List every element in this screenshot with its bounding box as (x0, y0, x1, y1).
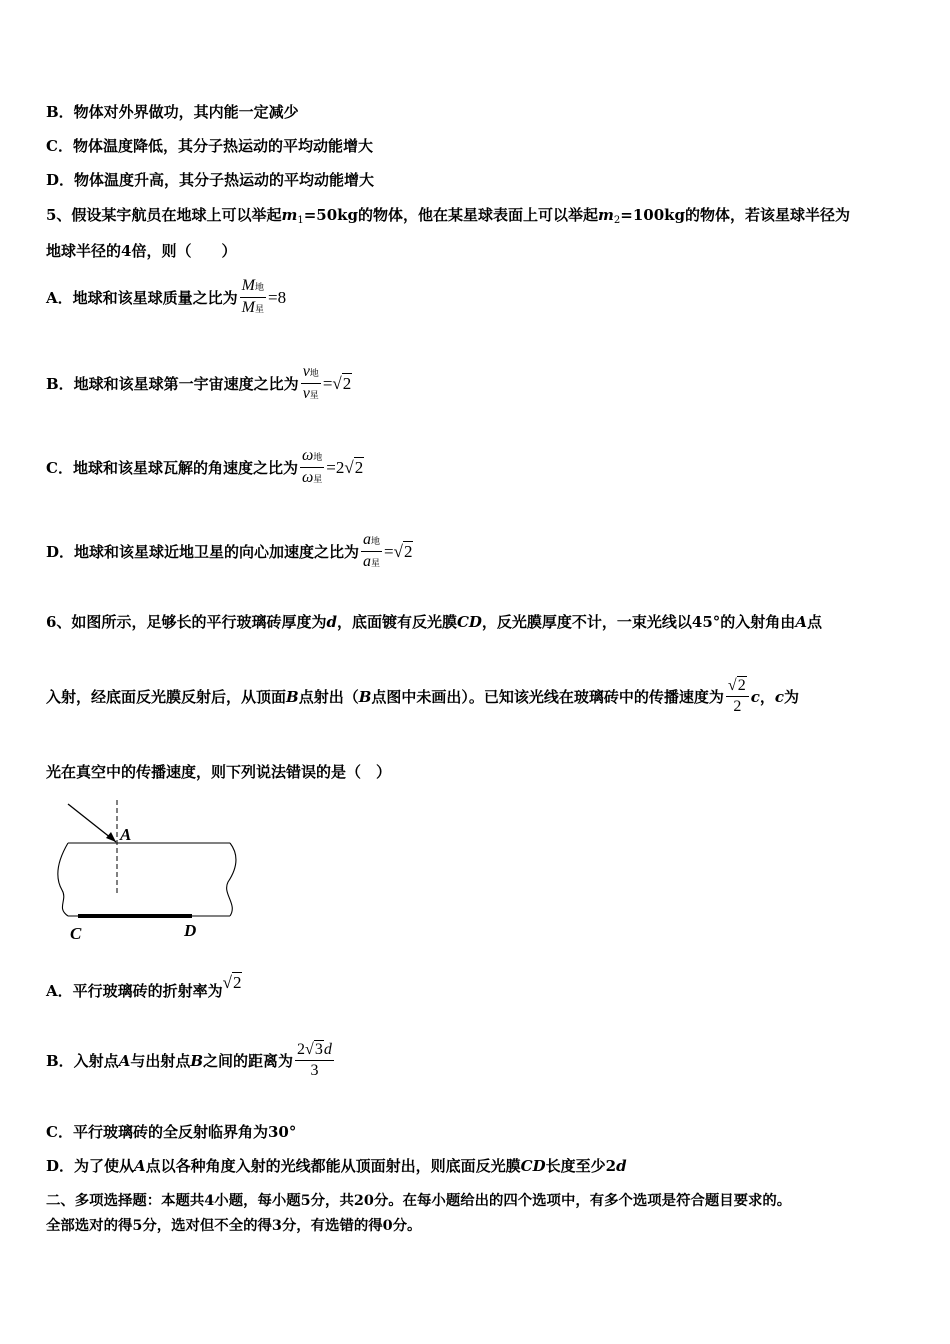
q6-option-b: B．入射点 A 与出射点 B 之间的距离为 $\frac{2√3d}{3}$ (46, 1041, 332, 1079)
section2-instructions-line1: 二、多项选择题：本题共4小题，每小题5分，共20分。在每小题给出的四个选项中，有多个选项是符合题目要求的。 (46, 1192, 792, 1209)
ray-arrowhead (106, 832, 116, 842)
q5-option-b: B．地球和该星球第一宇宙速度之比为 $\frac{\text{v地}}{\text{v星}}$ = √2 (46, 362, 352, 405)
acceleration-ratio-fraction: $\frac{\text{a地}}{\text{a星}}$ (363, 531, 381, 570)
sqrt-symbol: √3 (305, 1041, 323, 1058)
q5-stem-line1: 5、假设某宇航员在地球上可以举起$m_1=50kg$的物体，他在某星球表面上可以举起$m_2=100kg$的物体，若该星球半径为 (46, 206, 851, 226)
label-a: A (120, 825, 132, 844)
q6-option-a: A．平行玻璃砖的折射率为 √2 (46, 972, 242, 1000)
q6-option-d: D．为了使从A点以各种角度入射的光线都能从顶面射出，则底面反光膜CD长度至少2d (46, 1157, 627, 1175)
q5-option-c: C．地球和该星球瓦解的角速度之比为 $\frac{\text{ω地}}{\text{ω星}}$ =2 √2 (46, 446, 364, 489)
q6-option-c: C．平行玻璃砖的全反射临界角为30° (46, 1123, 297, 1141)
speed-fraction: $\frac{√2}{2}$ (726, 676, 749, 717)
option-c-prev: C．物体温度降低，其分子热运动的平均动能增大 (46, 137, 373, 155)
sqrt-symbol: √2 (222, 972, 242, 992)
q5-stem-line2: 地球半径的4倍，则（ ） (46, 242, 237, 260)
slab-left-break (58, 843, 68, 916)
q6-stem-line2: 入射，经底面反光膜反射后，从顶面 B 点射出（ B 点图中未画出）。已知该光线在玻璃砖中的传播速度为 $\frac{√2}{2}$ c ， c 为 (46, 677, 800, 715)
label-c: C (70, 924, 82, 943)
glass-slab-figure (50, 798, 250, 944)
sqrt-symbol: √2 (727, 677, 746, 694)
q6-stem-line1: 6、如图所示，足够长的平行玻璃砖厚度为d，底面镀有反光膜CD，反光膜厚度不计，一束光线以45°的入射角由A点 (46, 613, 822, 631)
q5-option-a: A．地球和该星球质量之比为 $\frac{\text{M地}}{\text{M星}}$ =8 (46, 276, 286, 319)
q5-option-d: D．地球和该星球近地卫星的向心加速度之比为 $\frac{\text{a地}}{\text{a星}}$ = √2 (46, 530, 413, 573)
option-d-prev: D．物体温度升高，其分子热运动的平均动能增大 (46, 171, 375, 189)
label-d: D (184, 921, 197, 940)
sqrt-symbol: √2 (393, 541, 413, 561)
slab-right-break (227, 843, 236, 916)
option-b-prev: B．物体对外界做功，其内能一定减少 (46, 103, 299, 121)
q6-stem-line3: 光在真空中的传播速度，则下列说法错误的是（ ） (46, 763, 392, 781)
distance-fraction: $\frac{2√3d}{3}$ (297, 1041, 332, 1079)
sqrt-symbol: √2 (332, 373, 352, 393)
mass-ratio-fraction: $\frac{\text{M地}}{\text{M星}}$ (241, 277, 264, 316)
velocity-ratio-fraction: $\frac{\text{v地}}{\text{v星}}$ (302, 363, 319, 402)
section2-instructions-line2: 全部选对的得5分，选对但不全的得3分，有选错的得0分。 (46, 1217, 422, 1234)
angular-velocity-ratio-fraction: $\frac{\text{ω地}}{\text{ω星}}$ (301, 447, 323, 486)
sqrt-symbol: √2 (344, 457, 364, 477)
